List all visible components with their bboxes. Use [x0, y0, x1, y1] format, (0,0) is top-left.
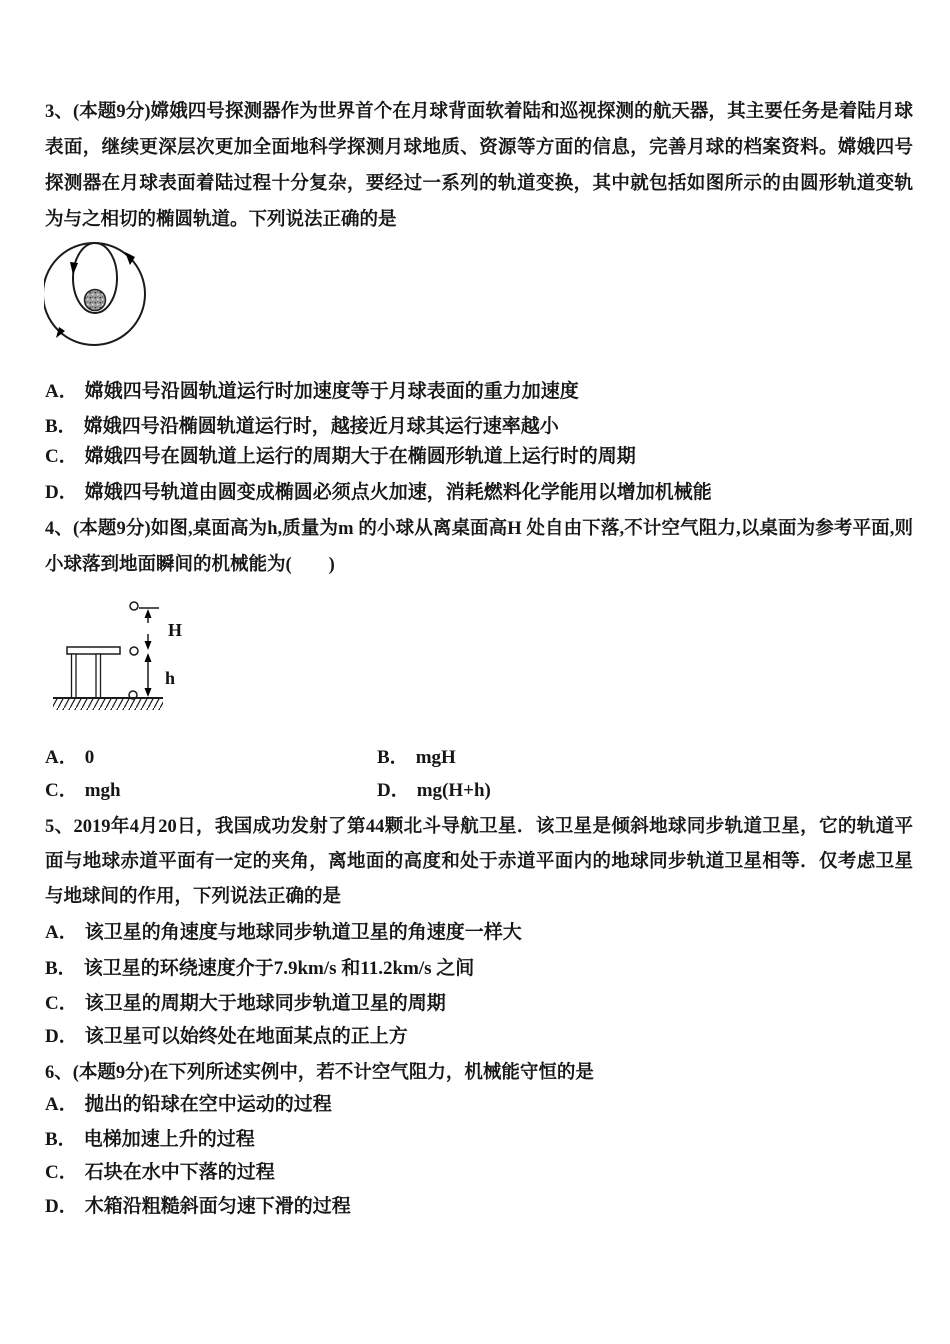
q3-option-d — [45, 476, 712, 510]
option-label: B． — [45, 958, 77, 979]
question-4-stem: 4、(本题9分)如图,桌面高为h,质量为m 的小球从离桌面高H 处自由下落,不计空气阻力,以桌面为参考平面,则小球落到地面瞬间的机械能为( ) — [45, 519, 913, 575]
option-label: D． — [45, 482, 78, 503]
option-text: 该卫星的角速度与地球同步轨道卫星的角速度一样大 — [84, 922, 522, 943]
option-label: A． — [45, 381, 78, 402]
option-text: 该卫星的环绕速度介于7.9km/s 和11.2km/s 之间 — [83, 958, 475, 979]
ball-start-position — [130, 602, 138, 610]
option-text: mg(H+h) — [416, 780, 491, 801]
option-text: 嫦娥四号沿圆轨道运行时加速度等于月球表面的重力加速度 — [84, 381, 579, 402]
option-text: 该卫星可以始终处在地面某点的正上方 — [84, 1026, 408, 1047]
q5-option-c — [45, 987, 446, 1021]
q5-option-d — [45, 1020, 408, 1054]
option-text: 嫦娥四号在圆轨道上运行的周期大于在椭圆形轨道上运行时的周期 — [84, 446, 636, 467]
option-label: D． — [45, 1026, 78, 1047]
q4-option-b — [377, 741, 456, 775]
option-label: B． — [377, 747, 409, 768]
option-label: C． — [45, 993, 78, 1014]
q4-option-a — [45, 741, 94, 775]
option-label: C． — [45, 1162, 78, 1183]
option-text: 该卫星的周期大于地球同步轨道卫星的周期 — [84, 993, 446, 1014]
q6-option-c — [45, 1156, 275, 1190]
question-3-stem: 3、(本题9分)嫦娥四号探测器作为世界首个在月球背面软着陆和巡视探测的航天器，其主要任务是着陆月球表面，继续更深层次更加全面地科学探测月球地质、资源等方面的信息，完善月球的档案资料。嫦娥四号探测器在月球表面着陆过程十分复杂，要经过一系列的轨道变换，其中就包括如图所示的由圆形轨道变轨为与之相切的椭圆轨道。下列说法正确的是 — [45, 102, 913, 230]
q5-option-b — [45, 952, 474, 986]
q3-option-a — [45, 375, 579, 409]
option-text: 嫦娥四号轨道由圆变成椭圆必须点火加速，消耗燃料化学能用以增加机械能 — [84, 482, 712, 503]
orbit-figure — [44, 241, 148, 351]
height-H-label: H — [168, 620, 183, 640]
option-label: D． — [45, 1196, 78, 1217]
option-text: mgH — [415, 747, 456, 768]
option-label: A． — [45, 922, 78, 943]
height-h-label: h — [165, 668, 176, 688]
dimension-arrowhead — [145, 641, 152, 650]
option-text: 木箱沿粗糙斜面匀速下滑的过程 — [84, 1196, 351, 1217]
q4-option-c — [45, 774, 121, 808]
ground-hatching — [53, 699, 163, 710]
table-leg — [96, 654, 101, 698]
option-label: C． — [45, 446, 78, 467]
q3-option-c — [45, 440, 636, 474]
ball-table-level-position — [130, 647, 138, 655]
option-label: D． — [377, 780, 410, 801]
q6-option-d — [45, 1190, 351, 1224]
option-label: B． — [45, 1129, 77, 1150]
option-label: B． — [45, 416, 77, 437]
option-label: C． — [45, 780, 78, 801]
table-top — [67, 647, 120, 654]
moon — [85, 290, 106, 311]
option-text: 0 — [84, 747, 95, 768]
dimension-arrowhead — [145, 688, 152, 697]
table-leg — [72, 654, 77, 698]
q5-option-a — [45, 916, 522, 950]
q6-option-b — [45, 1123, 255, 1157]
q3-option-b — [45, 410, 559, 444]
option-text: mgh — [84, 780, 121, 801]
q6-option-a — [45, 1088, 332, 1122]
option-text: 抛出的铅球在空中运动的过程 — [84, 1094, 332, 1115]
question-5-stem: 5、2019年4月20日，我国成功发射了第44颗北斗导航卫星．该卫星是倾斜地球同步轨道卫星，它的轨道平面与地球赤道平面有一定的夹角，离地面的高度和处于赤道平面内的地球同步轨道卫星相等．仅考虑卫星与地球间的作用，下列说法正确的是 — [45, 817, 913, 907]
option-text: 嫦娥四号沿椭圆轨道运行时，越接近月球其运行速率越小 — [83, 416, 559, 437]
question-6-stem: 6、(本题9分)在下列所述实例中，若不计空气阻力，机械能守恒的是 — [45, 1063, 594, 1083]
option-label: A． — [45, 747, 78, 768]
option-text: 石块在水中下落的过程 — [84, 1162, 275, 1183]
q4-option-d — [377, 774, 491, 808]
table-drop-figure — [40, 598, 240, 718]
option-text: 电梯加速上升的过程 — [83, 1129, 255, 1150]
option-label: A． — [45, 1094, 78, 1115]
